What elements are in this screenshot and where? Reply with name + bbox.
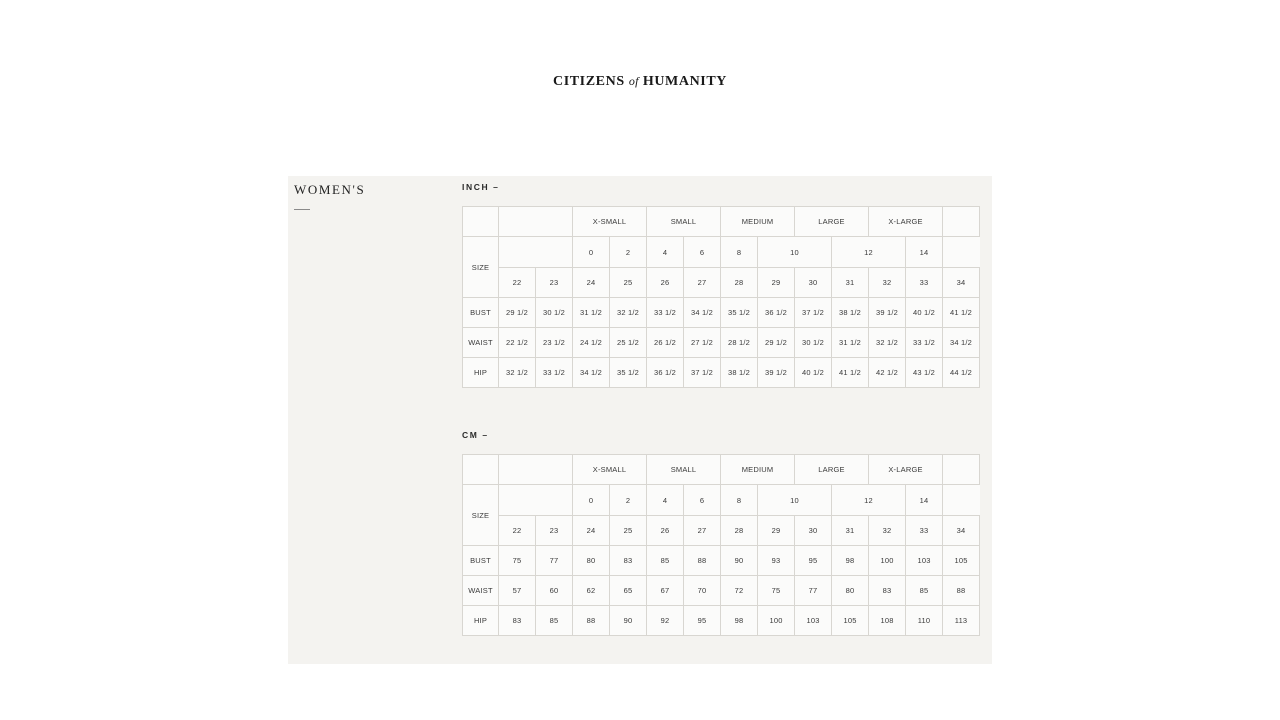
measure-cell: 36 1/2 <box>758 298 795 328</box>
numeric-size-cell: 8 <box>721 237 758 268</box>
table-row-groups <box>463 207 980 237</box>
measure-cell: 75 <box>499 546 536 576</box>
cell-blank <box>463 207 499 237</box>
row-label-bust: BUST <box>463 546 499 576</box>
alpha-size-cell: 25 <box>610 516 647 546</box>
measure-cell: 80 <box>832 576 869 606</box>
section-label-inch: INCH – <box>462 182 500 192</box>
numeric-size-cell: 10 <box>758 485 832 516</box>
alpha-size-cell: 31 <box>832 516 869 546</box>
sidebar-divider <box>294 209 310 210</box>
table-row-numeric-sizes <box>463 485 980 516</box>
measure-cell: 40 1/2 <box>795 358 832 388</box>
measure-cell: 90 <box>610 606 647 636</box>
alpha-size-cell: 29 <box>758 516 795 546</box>
alpha-size-cell: 30 <box>795 516 832 546</box>
measure-cell: 83 <box>610 546 647 576</box>
alpha-size-cell: 34 <box>943 516 980 546</box>
alpha-size-cell: 29 <box>758 268 795 298</box>
table-row-waist <box>463 328 980 358</box>
row-label-size: SIZE <box>463 237 499 298</box>
group-header-medium: MEDIUM <box>721 455 795 485</box>
measure-cell: 28 1/2 <box>721 328 758 358</box>
table-row-hip <box>463 358 980 388</box>
numeric-size-cell: 12 <box>832 237 906 268</box>
cell-blank <box>499 237 573 268</box>
measure-cell: 38 1/2 <box>721 358 758 388</box>
measure-cell: 40 1/2 <box>906 298 943 328</box>
table-row-waist <box>463 576 980 606</box>
cell-blank <box>499 455 573 485</box>
alpha-size-cell: 32 <box>869 268 906 298</box>
measure-cell: 34 1/2 <box>943 328 980 358</box>
alpha-size-cell: 28 <box>721 516 758 546</box>
sidebar-title: WOMEN'S <box>294 182 366 197</box>
measure-cell: 24 1/2 <box>573 328 610 358</box>
numeric-size-cell: 12 <box>832 485 906 516</box>
measure-cell: 113 <box>943 606 980 636</box>
measure-cell: 39 1/2 <box>758 358 795 388</box>
group-header-x-large: X-LARGE <box>869 207 943 237</box>
numeric-size-cell: 4 <box>647 485 684 516</box>
measure-cell: 30 1/2 <box>536 298 573 328</box>
measure-cell: 88 <box>573 606 610 636</box>
measure-cell: 29 1/2 <box>758 328 795 358</box>
measure-cell: 35 1/2 <box>721 298 758 328</box>
numeric-size-cell: 8 <box>721 485 758 516</box>
numeric-size-cell: 4 <box>647 237 684 268</box>
size-table-inch <box>462 206 980 388</box>
group-header-x-large: X-LARGE <box>869 455 943 485</box>
numeric-size-cell: 0 <box>573 485 610 516</box>
measure-cell: 32 1/2 <box>499 358 536 388</box>
measure-cell: 42 1/2 <box>869 358 906 388</box>
cell-blank <box>499 207 573 237</box>
measure-cell: 108 <box>869 606 906 636</box>
measure-cell: 83 <box>499 606 536 636</box>
measure-cell: 57 <box>499 576 536 606</box>
table-row-bust <box>463 546 980 576</box>
row-label-waist: WAIST <box>463 576 499 606</box>
brand-part1: CITIZENS <box>552 74 625 89</box>
group-header-small: SMALL <box>647 455 721 485</box>
table-row-alpha-sizes <box>463 268 980 298</box>
table-row-numeric-sizes <box>463 237 980 268</box>
alpha-size-cell: 23 <box>536 516 573 546</box>
measure-cell: 98 <box>721 606 758 636</box>
measure-cell: 77 <box>795 576 832 606</box>
cell-blank <box>499 485 573 516</box>
alpha-size-cell: 26 <box>647 268 684 298</box>
row-label-size: SIZE <box>463 485 499 546</box>
alpha-size-cell: 33 <box>906 268 943 298</box>
measure-cell: 83 <box>869 576 906 606</box>
alpha-size-cell: 28 <box>721 268 758 298</box>
cell-blank <box>943 207 980 237</box>
measure-cell: 41 1/2 <box>943 298 980 328</box>
chart-content <box>462 182 982 636</box>
group-header-small: SMALL <box>647 207 721 237</box>
measure-cell: 93 <box>758 546 795 576</box>
measure-cell: 26 1/2 <box>647 328 684 358</box>
brand-connector: of <box>628 74 639 88</box>
measure-cell: 85 <box>647 546 684 576</box>
row-label-hip: HIP <box>463 358 499 388</box>
alpha-size-cell: 27 <box>684 268 721 298</box>
measure-cell: 88 <box>943 576 980 606</box>
measure-cell: 80 <box>573 546 610 576</box>
measure-cell: 85 <box>536 606 573 636</box>
numeric-size-cell: 0 <box>573 237 610 268</box>
measure-cell: 43 1/2 <box>906 358 943 388</box>
measure-cell: 27 1/2 <box>684 328 721 358</box>
measure-cell: 95 <box>684 606 721 636</box>
numeric-size-cell: 6 <box>684 237 721 268</box>
measure-cell: 60 <box>536 576 573 606</box>
measure-cell: 32 1/2 <box>610 298 647 328</box>
measure-cell: 88 <box>684 546 721 576</box>
measure-cell: 37 1/2 <box>795 298 832 328</box>
measure-cell: 22 1/2 <box>499 328 536 358</box>
measure-cell: 30 1/2 <box>795 328 832 358</box>
alpha-size-cell: 32 <box>869 516 906 546</box>
numeric-size-cell: 10 <box>758 237 832 268</box>
measure-cell: 75 <box>758 576 795 606</box>
measure-cell: 38 1/2 <box>832 298 869 328</box>
group-header-x-small: X-SMALL <box>573 455 647 485</box>
measure-cell: 92 <box>647 606 684 636</box>
measure-cell: 100 <box>869 546 906 576</box>
measure-cell: 62 <box>573 576 610 606</box>
measure-cell: 41 1/2 <box>832 358 869 388</box>
group-header-large: LARGE <box>795 455 869 485</box>
section-label-cm: CM – <box>462 430 489 440</box>
table-row-groups <box>463 455 980 485</box>
measure-cell: 35 1/2 <box>610 358 647 388</box>
table-row-bust <box>463 298 980 328</box>
measure-cell: 77 <box>536 546 573 576</box>
measure-cell: 44 1/2 <box>943 358 980 388</box>
alpha-size-cell: 24 <box>573 268 610 298</box>
numeric-size-cell: 6 <box>684 485 721 516</box>
measure-cell: 39 1/2 <box>869 298 906 328</box>
measure-cell: 105 <box>943 546 980 576</box>
group-header-large: LARGE <box>795 207 869 237</box>
alpha-size-cell: 25 <box>610 268 647 298</box>
measure-cell: 98 <box>832 546 869 576</box>
group-header-x-small: X-SMALL <box>573 207 647 237</box>
measure-cell: 36 1/2 <box>647 358 684 388</box>
measure-cell: 105 <box>832 606 869 636</box>
alpha-size-cell: 22 <box>499 268 536 298</box>
measure-cell: 34 1/2 <box>573 358 610 388</box>
row-label-bust: BUST <box>463 298 499 328</box>
measure-cell: 33 1/2 <box>906 328 943 358</box>
row-label-hip: HIP <box>463 606 499 636</box>
measure-cell: 95 <box>795 546 832 576</box>
measure-cell: 34 1/2 <box>684 298 721 328</box>
alpha-size-cell: 22 <box>499 516 536 546</box>
brand-part2: HUMANITY <box>642 74 727 89</box>
measure-cell: 31 1/2 <box>832 328 869 358</box>
numeric-size-cell: 14 <box>906 485 943 516</box>
size-table-cm <box>462 454 980 636</box>
numeric-size-cell: 2 <box>610 237 647 268</box>
measure-cell: 65 <box>610 576 647 606</box>
group-header-medium: MEDIUM <box>721 207 795 237</box>
cell-blank <box>463 455 499 485</box>
sidebar <box>294 182 454 210</box>
alpha-size-cell: 24 <box>573 516 610 546</box>
alpha-size-cell: 34 <box>943 268 980 298</box>
measure-cell: 23 1/2 <box>536 328 573 358</box>
cell-blank <box>943 455 980 485</box>
measure-cell: 100 <box>758 606 795 636</box>
measure-cell: 33 1/2 <box>536 358 573 388</box>
alpha-size-cell: 27 <box>684 516 721 546</box>
brand-wordmark <box>0 74 1280 90</box>
alpha-size-cell: 33 <box>906 516 943 546</box>
measure-cell: 67 <box>647 576 684 606</box>
measure-cell: 70 <box>684 576 721 606</box>
measure-cell: 85 <box>906 576 943 606</box>
row-label-waist: WAIST <box>463 328 499 358</box>
measure-cell: 25 1/2 <box>610 328 647 358</box>
measure-cell: 90 <box>721 546 758 576</box>
measure-cell: 37 1/2 <box>684 358 721 388</box>
measure-cell: 72 <box>721 576 758 606</box>
measure-cell: 29 1/2 <box>499 298 536 328</box>
measure-cell: 33 1/2 <box>647 298 684 328</box>
alpha-size-cell: 30 <box>795 268 832 298</box>
measure-cell: 110 <box>906 606 943 636</box>
table-row-alpha-sizes <box>463 516 980 546</box>
measure-cell: 31 1/2 <box>573 298 610 328</box>
numeric-size-cell: 14 <box>906 237 943 268</box>
table-row-hip <box>463 606 980 636</box>
measure-cell: 103 <box>795 606 832 636</box>
alpha-size-cell: 31 <box>832 268 869 298</box>
measure-cell: 32 1/2 <box>869 328 906 358</box>
measure-cell: 103 <box>906 546 943 576</box>
alpha-size-cell: 26 <box>647 516 684 546</box>
alpha-size-cell: 23 <box>536 268 573 298</box>
numeric-size-cell: 2 <box>610 485 647 516</box>
